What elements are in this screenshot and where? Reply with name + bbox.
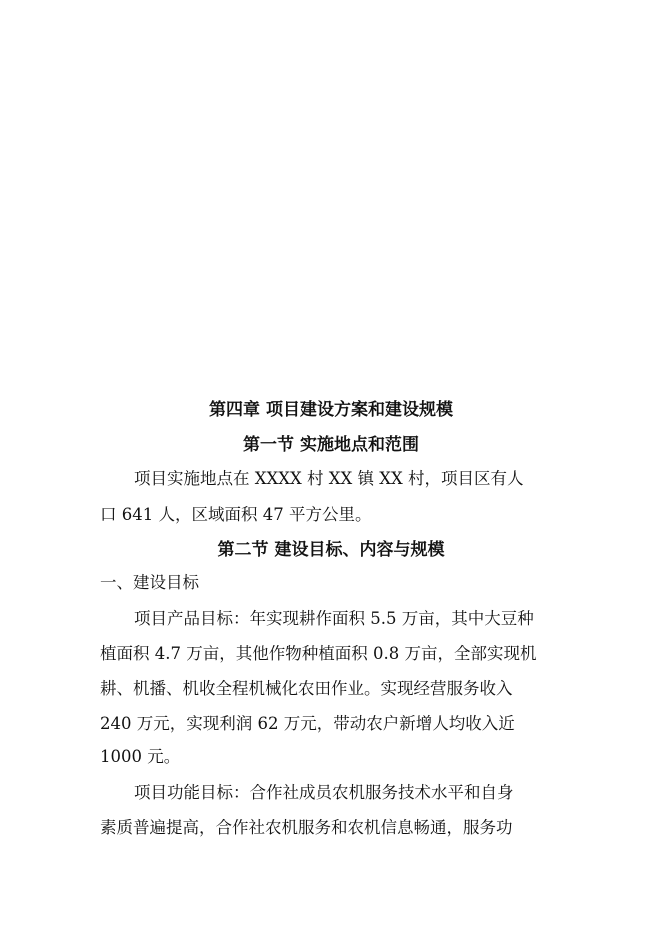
paragraph-line: 耕、机播、机收全程机械化农田作业。实现经营服务收入 xyxy=(100,679,513,698)
paragraph-line: 项目实施地点在 XXXX 村 XX 镇 XX 村，项目区有人 xyxy=(134,469,524,488)
paragraph-line: 240 万元，实现利润 62 万元，带动农户新增人均收入近 xyxy=(100,714,515,733)
chapter-title: 第四章 项目建设方案和建设规模 xyxy=(209,400,453,420)
paragraph-line: 项目产品目标：年实现耕作面积 5.5 万亩，其中大豆种 xyxy=(134,609,534,628)
paragraph-line: 素质普遍提高，合作社农机服务和农机信息畅通，服务功 xyxy=(100,818,513,837)
section-title-2: 第二节 建设目标、内容与规模 xyxy=(217,540,445,560)
paragraph-line: 1000 元。 xyxy=(100,747,181,766)
section-title-1: 第一节 实施地点和范围 xyxy=(243,435,419,455)
subheading: 一、建设目标 xyxy=(100,573,199,592)
paragraph-line: 口 641 人，区域面积 47 平方公里。 xyxy=(100,505,372,524)
paragraph-line: 植面积 4.7 万亩，其他作物种植面积 0.8 万亩，全部实现机 xyxy=(100,644,537,663)
paragraph-line: 项目功能目标：合作社成员农机服务技术水平和自身 xyxy=(134,783,514,802)
